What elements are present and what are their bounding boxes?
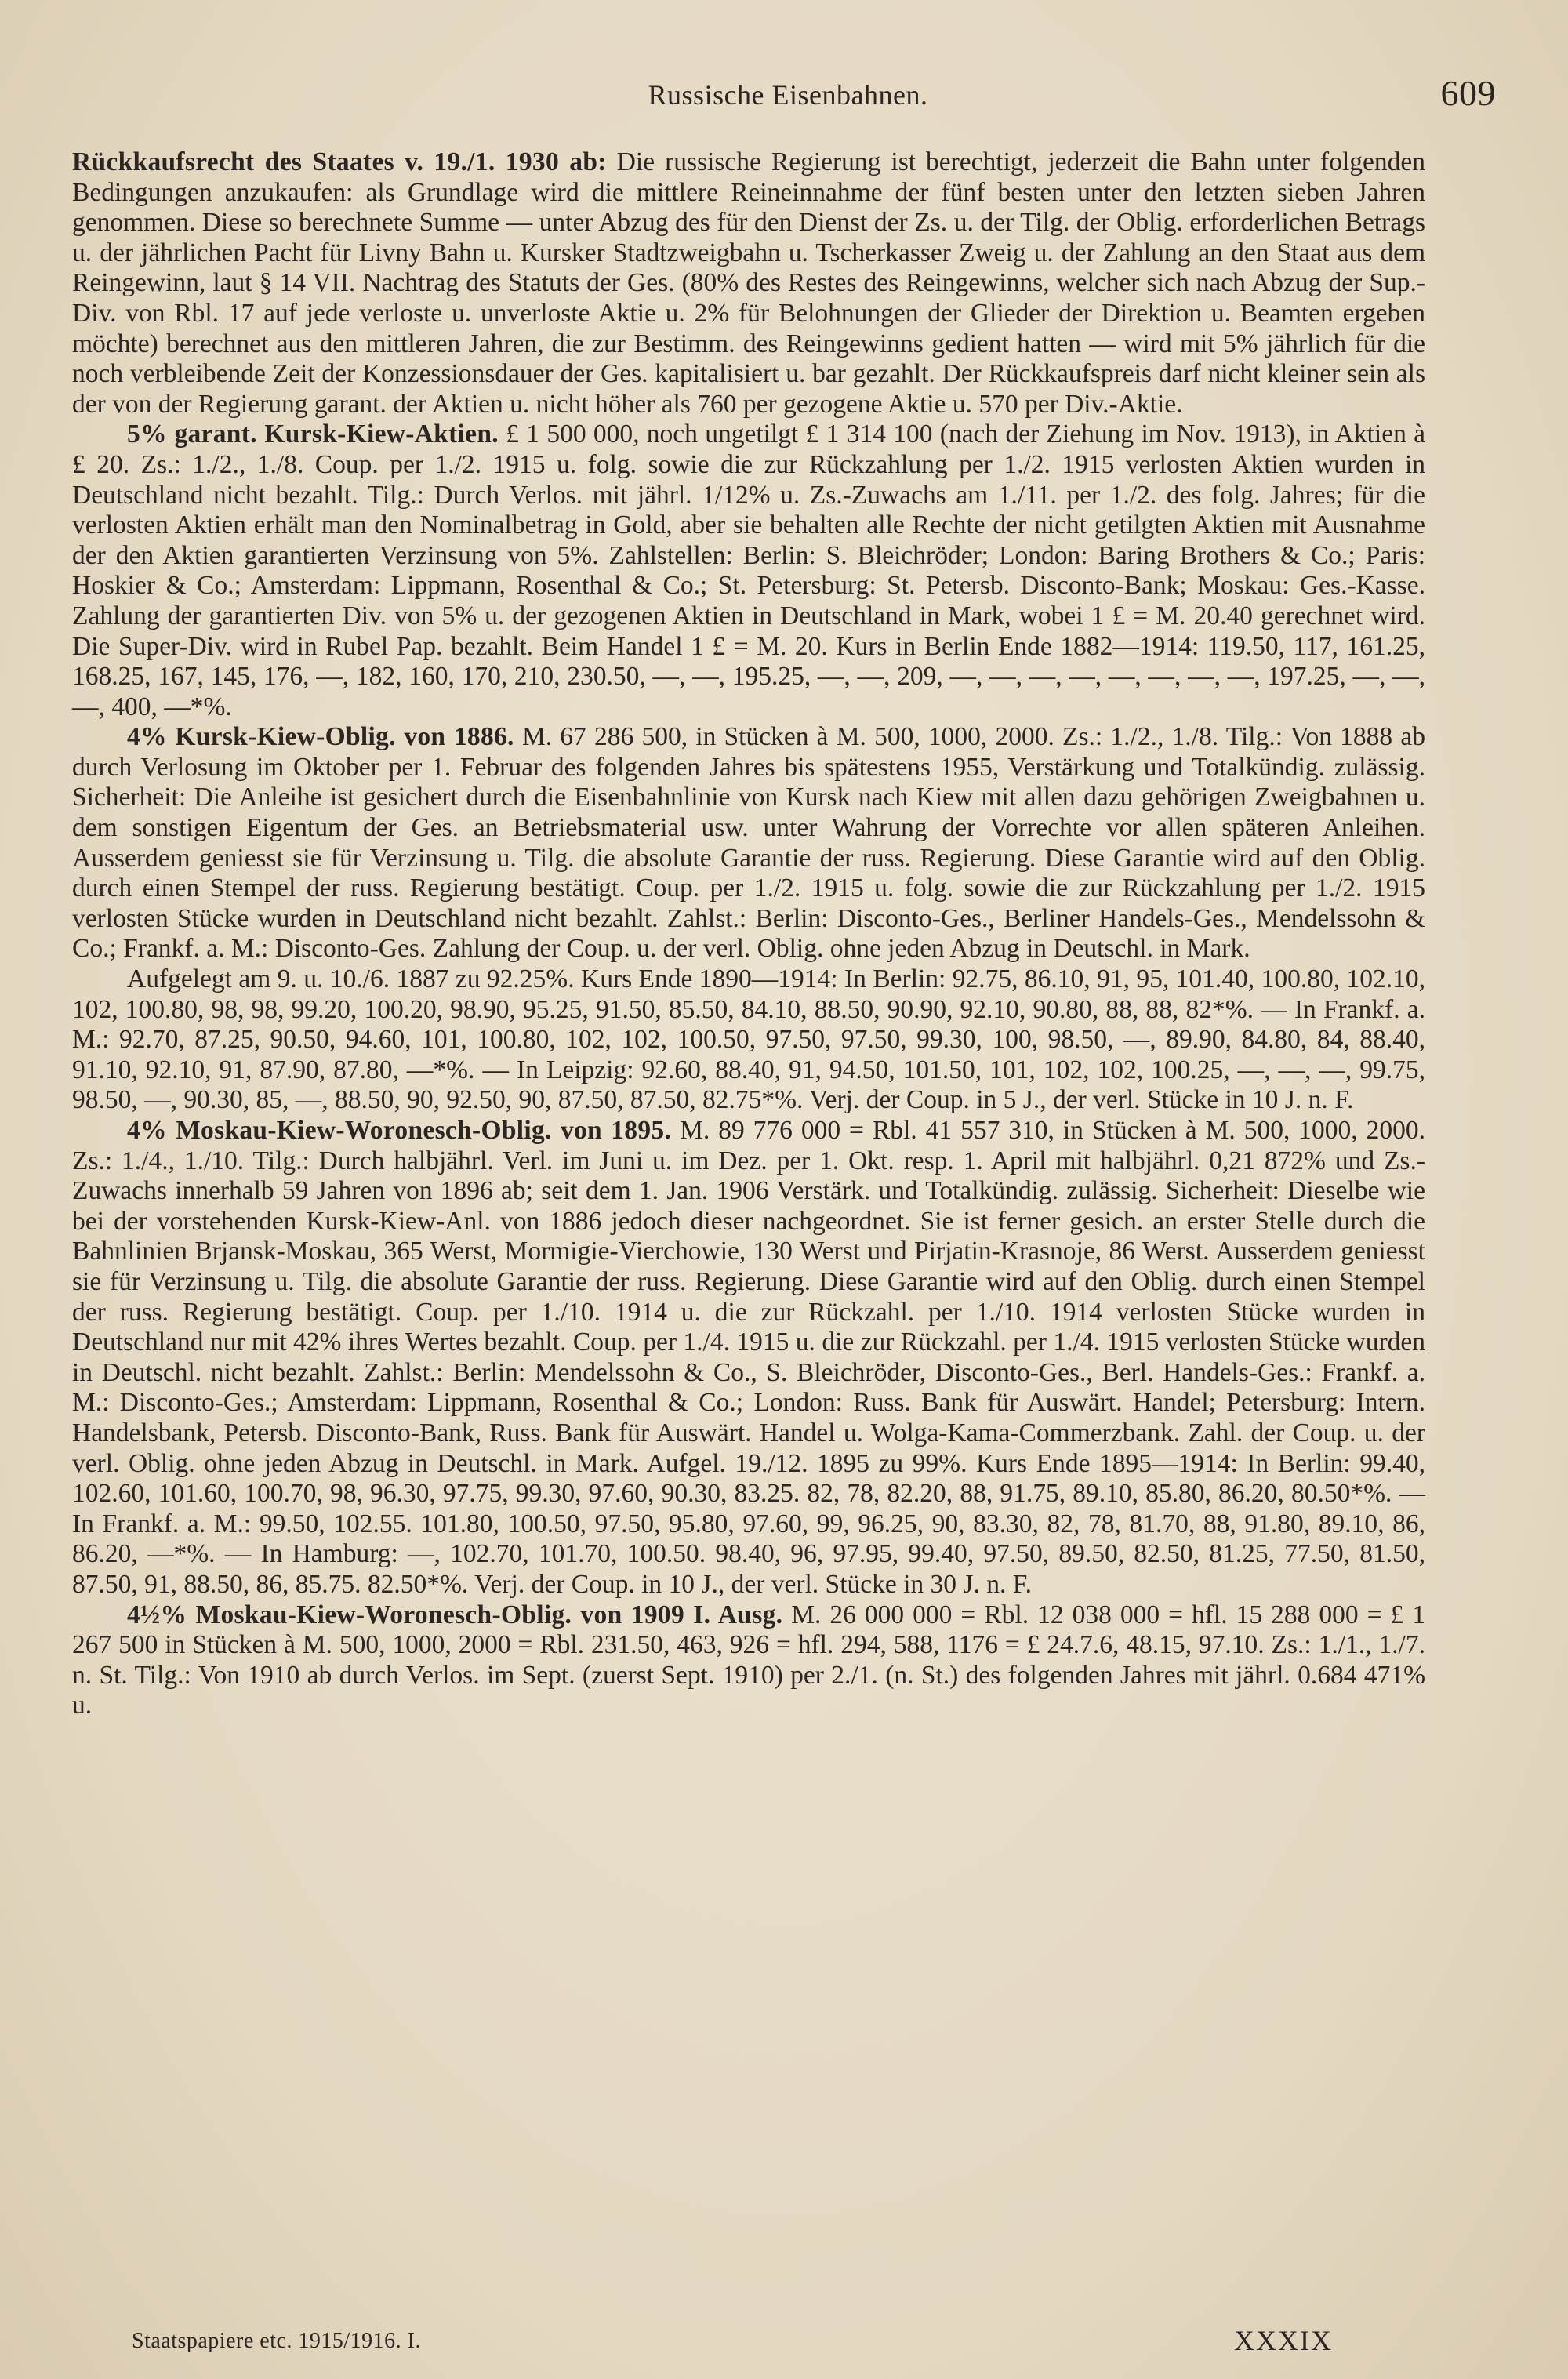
paragraph-text: £ 1 500 000, noch ungetilgt £ 1 314 100 (nach der Ziehung im Nov. 1913), in Aktien à £ 20. Zs.: 1./2., 1./8. Coup. per 1./2. 1915 u. folg. sowie die zur Rückzahlung per 1./2. 1915 verlosten Aktien wurden in Deutschland nicht bezahlt. Tilg.: Durch Verlos. mit jährl. 1/12% u. Zs.-Zuwachs am 1./11. per 1./2. des folg. Jahres; für die verlosten Aktien erhält man den Nominalbetrag in Gold, aber sie behalten alle Rechte der nicht getilgten Aktien mit Ausnahme der den Aktien garantierten Verzinsung von 5%. Zahlstellen: Berlin: S. Bleichröder; London: Baring Brothers & Co.; Paris: Hoskier & Co.; Amsterdam: Lippmann, Rosenthal & Co.; St. Petersburg: St. Petersb. Disconto-Bank; Moskau: Ges.-Kasse. Zahlung der garantierten Div. von 5% u. der gezogenen Aktien in Deutschland in Mark, wobei 1 £ = M. 20.40 gerechnet wird. Die Super-Div. wird in Rubel Pap. bezahlt. Beim Handel 1 £ = M. 20. Kurs in Berlin Ende 1882—1914: 119.50, 117, 161.25, 168.25, 167, 145, 176, —, 182, 160, 170, 210, 230.50, —, —, 195.25, —, —, 209, —, —, —, —, —, —, —, —, 197.25, —, —, —, 400, —*%. [72,420,1425,721]
paragraph-heading: 4½% Moskau-Kiew-Woronesch-Oblig. von 1909 I. Ausg. [127,1600,783,1629]
paragraph-text: M. 26 000 000 = Rbl. 12 038 000 = hfl. 15 288 000 = £ 1 267 500 in Stücken à M. 500, 1000, 2000 = Rbl. 231.50, 463, 926 = hfl. 294, 588, 1176 = £ 24.7.6, 48.15, 97.10. Zs.: 1./1., 1./7. n. St. Tilg.: Von 1910 ab durch Verlos. im Sept. (zuerst Sept. 1910) per 2./1. (n. St.) des folgenden Jahres mit jährl. 0.684 471% u. [72,1600,1425,1720]
paragraph-moskau-kiew-woronesch-1909 [72,1600,1425,1721]
paragraph-text: Aufgelegt am 9. u. 10./6. 1887 zu 92.25%. Kurs Ende 1890—1914: In Berlin: 92.75, 86.10, 91, 95, 101.40, 100.80, 102.10, 102, 100.80, 98, 98, 99.20, 100.20, 98.90, 95.25, 91.50, 85.50, 84.10, 88.50, 90.90, 92.10, 90.80, 88, 88, 82*%. — In Frankf. a. M.: 92.70, 87.25, 90.50, 94.60, 101, 100.80, 102, 102, 100.50, 97.50, 97.50, 99.30, 100, 98.50, —, 89.90, 84.80, 84, 88.40, 91.10, 92.10, 91, 87.90, 87.80, —*%. — In Leipzig: 92.60, 88.40, 91, 94.50, 101.50, 101, 102, 102, 100.25, —, —, —, 99.75, 98.50, —, 90.30, 85, —, 88.50, 90, 92.50, 90, 87.50, 87.50, 82.75*%. Verj. der Coup. in 5 J., der verl. Stücke in 10 J. n. F. [72,964,1425,1115]
paragraph-rueckkaufsrecht [72,147,1425,420]
paragraph-moskau-kiew-woronesch-1895 [72,1116,1425,1600]
page-footer [132,2324,1333,2359]
paragraph-kursk-kiew-kurse [72,964,1425,1116]
page-header [72,72,1504,127]
paragraph-kursk-kiew-oblig-1886 [72,722,1425,964]
signature-mark: XXXIX [1234,2325,1333,2356]
paragraph-heading: 4% Moskau-Kiew-Woronesch-Oblig. von 1895. [127,1116,672,1145]
paragraph-text: M. 89 776 000 = Rbl. 41 557 310, in Stücken à M. 500, 1000, 2000. Zs.: 1./4., 1./10. Tilg.: Durch halbjährl. Verl. im Juni u. im Dez. per 1. Okt. resp. 1. April mit halbjährl. 0,21 872% und Zs.-Zuwachs innerhalb 59 Jahren von 1896 ab; seit dem 1. Jan. 1906 Verstärk. und Totalkündig. zulässig. Sicherheit: Dieselbe wie bei der vorstehenden Kursk-Kiew-Anl. von 1886 jedoch dieser nachgeordnet. Sie ist ferner gesich. an erster Stelle durch die Bahnlinien Brjansk-Moskau, 365 Werst, Mormigie-Vierchowie, 130 Werst und Pirjatin-Krasnoje, 86 Werst. Ausserdem geniesst sie für Verzinsung u. Tilg. die absolute Garantie der russ. Regierung. Diese Garantie wird auf den Oblig. durch einen Stempel der russ. Regierung bestätigt. Coup. per 1./10. 1914 u. die zur Rückzahl. per 1./10. 1914 verlosten Stücke wurden in Deutschland nur mit 42% ihres Wertes bezahlt. Coup. per 1./4. 1915 u. die zur Rückzahl. per 1./4. 1915 verlosten Stücke wurden in Deutschl. nicht bezahlt. Zahlst.: Berlin: Mendelssohn & Co., S. Bleichröder, Disconto-Ges., Berl. Handels-Ges.: Frankf. a. M.: Disconto-Ges.; Amsterdam: Lippmann, Rosenthal & Co.; London: Russ. Bank für Auswärt. Handel; Petersburg: Intern. Handelsbank, Petersb. Disconto-Bank, Russ. Bank für Auswärt. Handel u. Wolga-Kama-Commerzbank. Zahl. der Coup. u. der verl. Oblig. ohne jeden Abzug in Deutschl. in Mark. Aufgel. 19./12. 1895 zu 99%. Kurs Ende 1895—1914: In Berlin: 99.40, 102.60, 101.60, 100.70, 98, 96.30, 97.75, 99.30, 97.60, 90.30, 83.25. 82, 78, 82.20, 88, 91.75, 89.10, 85.80, 86.20, 80.50*%. — In Frankf. a. M.: 99.50, 102.55. 101.80, 100.50, 97.50, 95.80, 97.60, 99, 96.25, 90, 83.30, 82, 78, 81.70, 88, 91.80, 89.10, 86, 86.20, —*%. — In Hamburg: —, 102.70, 101.70, 100.50. 98.40, 96, 97.95, 99.40, 97.50, 89.50, 82.50, 81.25, 77.50, 81.50, 87.50, 91, 88.50, 86, 85.75. 82.50*%. Verj. der Coup. in 10 J., der verl. Stücke in 30 J. n. F. [72,1116,1425,1599]
paragraph-kursk-kiew-aktien [72,420,1425,722]
paragraph-heading: Rückkaufsrecht des Staates v. 19./1. 1930 ab: [72,147,607,176]
page-number: 609 [1440,73,1496,113]
paragraph-heading: 5% garant. Kursk-Kiew-Aktien. [127,420,499,449]
body-text [72,147,1425,1721]
footer-source: Staatspapiere etc. 1915/1916. I. [132,2329,422,2353]
paragraph-text: M. 67 286 500, in Stücken à M. 500, 1000, 2000. Zs.: 1./2., 1./8. Tilg.: Von 1888 ab durch Verlosung im Oktober per 1. Februar des folgenden Jahres bis spätestens 1955, Verstärkung und Totalkündig. zulässig. Sicherheit: Die Anleihe ist gesichert durch die Eisenbahnlinie von Kursk nach Kiew mit allen dazu gehörigen Zweigbahnen u. dem sonstigen Eigentum der Ges. an Betriebsmaterial usw. unter Wahrung der Vorrechte vor allen späteren Anleihen. Ausserdem geniesst sie für Verzinsung u. Tilg. die absolute Garantie der russ. Regierung. Diese Garantie wird auf den Oblig. durch einen Stempel der russ. Regierung bestätigt. Coup. per 1./2. 1915 u. folg. sowie die zur Rückzahlung per 1./2. 1915 verlosten Stücke wurden in Deutschland nicht bezahlt. Zahlst.: Berlin: Disconto-Ges., Berliner Handels-Ges., Mendelssohn & Co.; Frankf. a. M.: Disconto-Ges. Zahlung der Coup. u. der verl. Oblig. ohne jeden Abzug in Deutschl. in Mark. [72,722,1425,964]
paragraph-heading: 4% Kursk-Kiew-Oblig. von 1886. [127,722,514,752]
running-title: Russische Eisenbahnen. [648,79,928,111]
paragraph-text: Die russische Regierung ist berechtigt, jederzeit die Bahn unter folgenden Bedingungen anzukaufen: als Grundlage wird die mittlere Reineinnahme der fünf besten unter den letzten sieben Jahren genommen. Diese so berechnete Summe — unter Abzug des für den Dienst der Zs. u. der Tilg. der Oblig. erforderlichen Betrags u. der jährlichen Pacht für Livny Bahn u. Kursker Stadtzweigbahn u. Tscherkasser Zweig u. der Zahlung an den Staat aus dem Reingewinn, laut § 14 VII. Nachtrag des Statuts der Ges. (80% des Restes des Reingewinns, welcher sich nach Abzug der Sup.-Div. von Rbl. 17 auf jede verloste u. unverloste Aktie u. 2% für Belohnungen der Glieder der Direktion u. Beamten ergeben möchte) berechnet aus den mittleren Jahren, die zur Bestimm. des Reingewinns gedient hatten — wird mit 5% jährlich für die noch verbleibende Zeit der Konzessionsdauer der Ges. kapitalisiert u. bar gezahlt. Der Rückkaufspreis darf nicht kleiner sein als der von der Regierung garant. der Aktien u. nicht höher als 760 per gezogene Aktie u. 570 per Div.-Aktie. [72,147,1425,419]
